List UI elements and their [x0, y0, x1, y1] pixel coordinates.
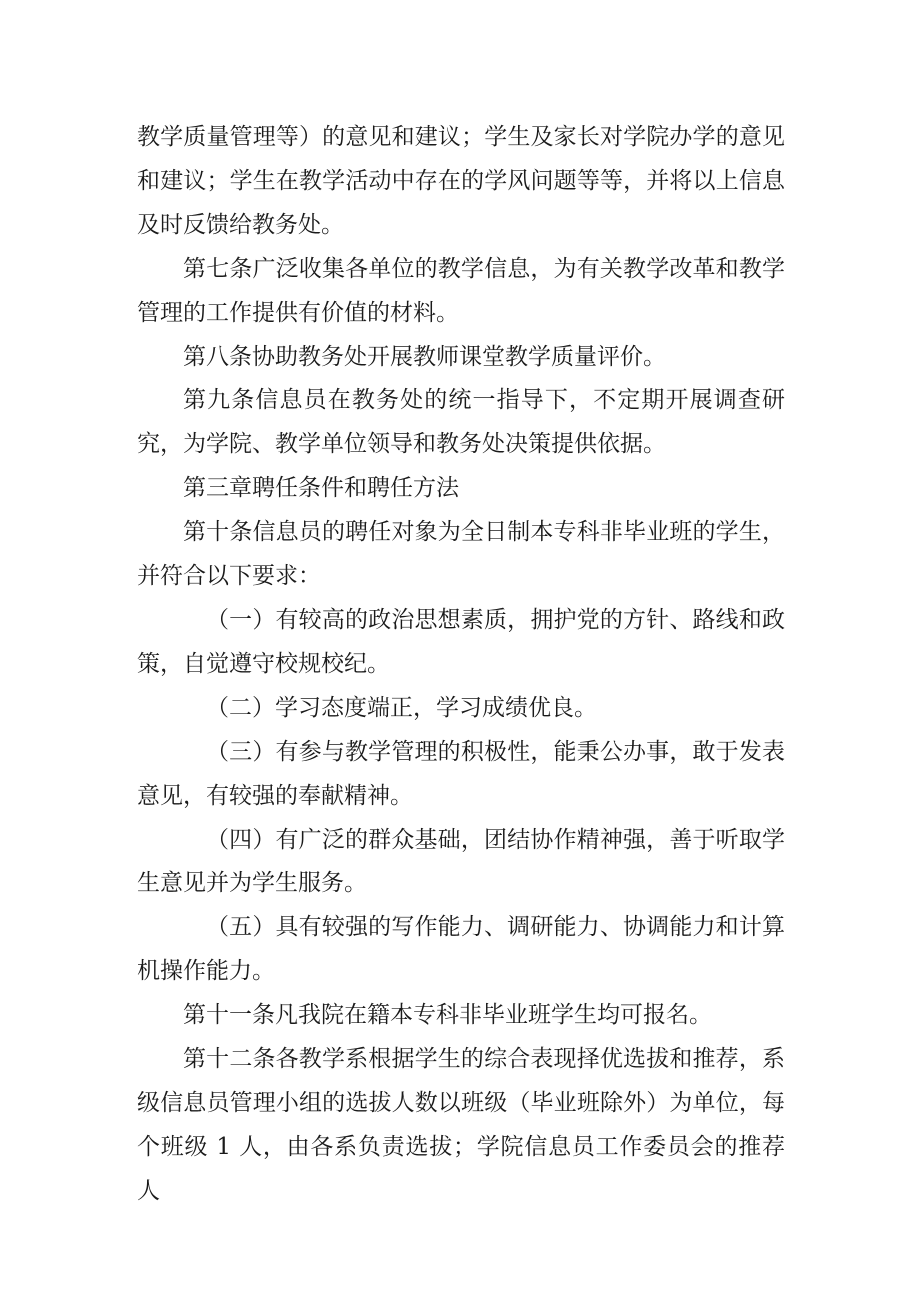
paragraph-article-9: 第九条信息员在教务处的统一指导下，不定期开展调查研究，为学院、教学单位领导和教务处决策提供依据。	[137, 387, 785, 458]
paragraph-article-8: 第八条协助教务处开展教师课堂教学质量评价。	[183, 343, 666, 370]
requirement-item-1: （一）有较高的政治思想素质，拥护党的方针、路线和政策，自觉遵守校规校纪。	[137, 606, 785, 677]
chapter-3-heading: 第三章聘任条件和聘任方法	[183, 475, 459, 502]
paragraph-article-12: 第十二条各教学系根据学生的综合表现择优选拔和推荐，系级信息员管理小组的选拔人数以班级（毕业班除外）为单位，每个班级 1 人，由各系负责选拔；学院信息员工作委员会的推荐人	[137, 1046, 785, 1204]
requirement-item-3: （三）有参与教学管理的积极性，能秉公办事，敢于发表意见，有较强的奉献精神。	[137, 738, 785, 809]
paragraph-article-10: 第十条信息员的聘任对象为全日制本专科非毕业班的学生，并符合以下要求：	[137, 519, 785, 590]
paragraph-continuation: 教学质量管理等）的意见和建议；学生及家长对学院办学的意见和建议；学生在教学活动中存在的学风问题等等，并将以上信息及时反馈给教务处。	[137, 124, 785, 238]
requirement-item-4: （四）有广泛的群众基础，团结协作精神强，善于听取学生意见并为学生服务。	[137, 826, 785, 897]
requirement-item-5: （五）具有较强的写作能力、调研能力、协调能力和计算机操作能力。	[137, 914, 785, 985]
paragraph-article-7: 第七条广泛收集各单位的教学信息，为有关教学改革和教学管理的工作提供有价值的材料。	[137, 255, 785, 326]
paragraph-article-11: 第十一条凡我院在籍本专科非毕业班学生均可报名。	[183, 1002, 712, 1029]
requirement-item-2: （二）学习态度端正，学习成绩优良。	[206, 694, 597, 721]
document-body	[137, 116, 785, 1214]
